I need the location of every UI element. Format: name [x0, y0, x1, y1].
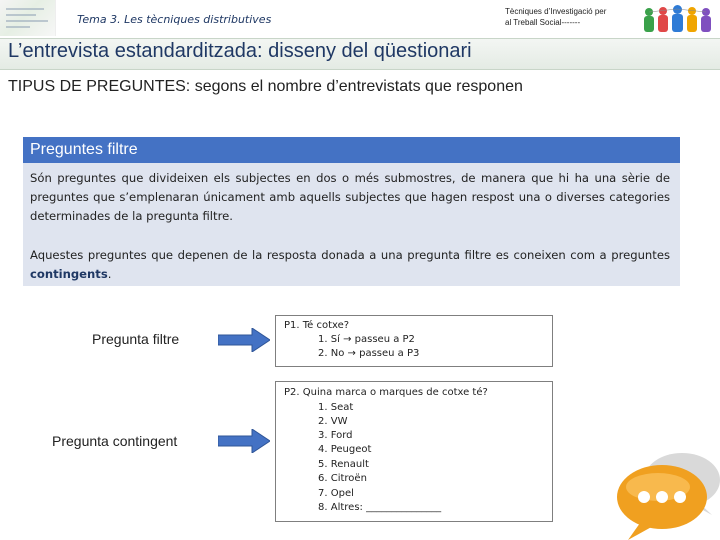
list-item: 3. Ford [318, 430, 353, 441]
question-p1-text: P1. Té cotxe? [284, 320, 350, 331]
filter-definition-text: Són preguntes que divideixen els subjectes en dos o més submostres, de manera que hi ha una sèrie de preguntes que s’emplenaran únicament amb aquells subjectes que hagen respost una o diverses categories determinades de la pregunta filtre. [30, 171, 670, 223]
list-item: 8. Altres: _______________ [318, 502, 442, 513]
question-p2-text: P2. Quina marca o marques de cotxe té? [284, 387, 488, 398]
list-item: 7. Opel [318, 488, 354, 499]
arrow-right-icon: → [347, 348, 356, 359]
list-item: 2. VW [318, 416, 348, 427]
tema-label: Tema 3. Les tècniques distributives [77, 13, 272, 26]
filter-panel-title: Preguntes filtre [30, 141, 138, 158]
arrow-right-icon [218, 429, 270, 453]
arrow-right-icon [218, 328, 270, 352]
label-pregunta-contingent: Pregunta contingent [52, 433, 178, 449]
contingents-term: contingents [30, 267, 108, 281]
header-thumbnail-image [0, 0, 56, 36]
list-item: 6. Citroën [318, 473, 367, 484]
question-p1-box [275, 315, 553, 367]
list-item: 4. Peugeot [318, 444, 372, 455]
speech-bubbles-icon [600, 445, 720, 540]
list-item: 2. No → passeu a P3 [318, 348, 420, 359]
list-item: 5. Renault [318, 459, 369, 470]
list-item: 1. Sí → passeu a P2 [318, 334, 415, 345]
slide-subtitle: TIPUS DE PREGUNTES: segons el nombre d’entrevistats que responen [8, 78, 523, 95]
contingent-definition-text: Aquestes preguntes que depenen de la resposta donada a una pregunta filtre es coneixen com a preguntes contingents. [30, 248, 670, 281]
question-p2-box [275, 381, 553, 522]
arrow-right-icon: → [343, 334, 352, 345]
label-pregunta-filtre: Pregunta filtre [92, 331, 180, 347]
list-item: 1. Seat [318, 402, 354, 413]
course-label: Tècniques d’Investigació per al Treball Social------- [505, 7, 607, 27]
people-network-icon [640, 2, 718, 35]
slide-title: L’entrevista estandarditzada: disseny del qüestionari [8, 40, 472, 62]
